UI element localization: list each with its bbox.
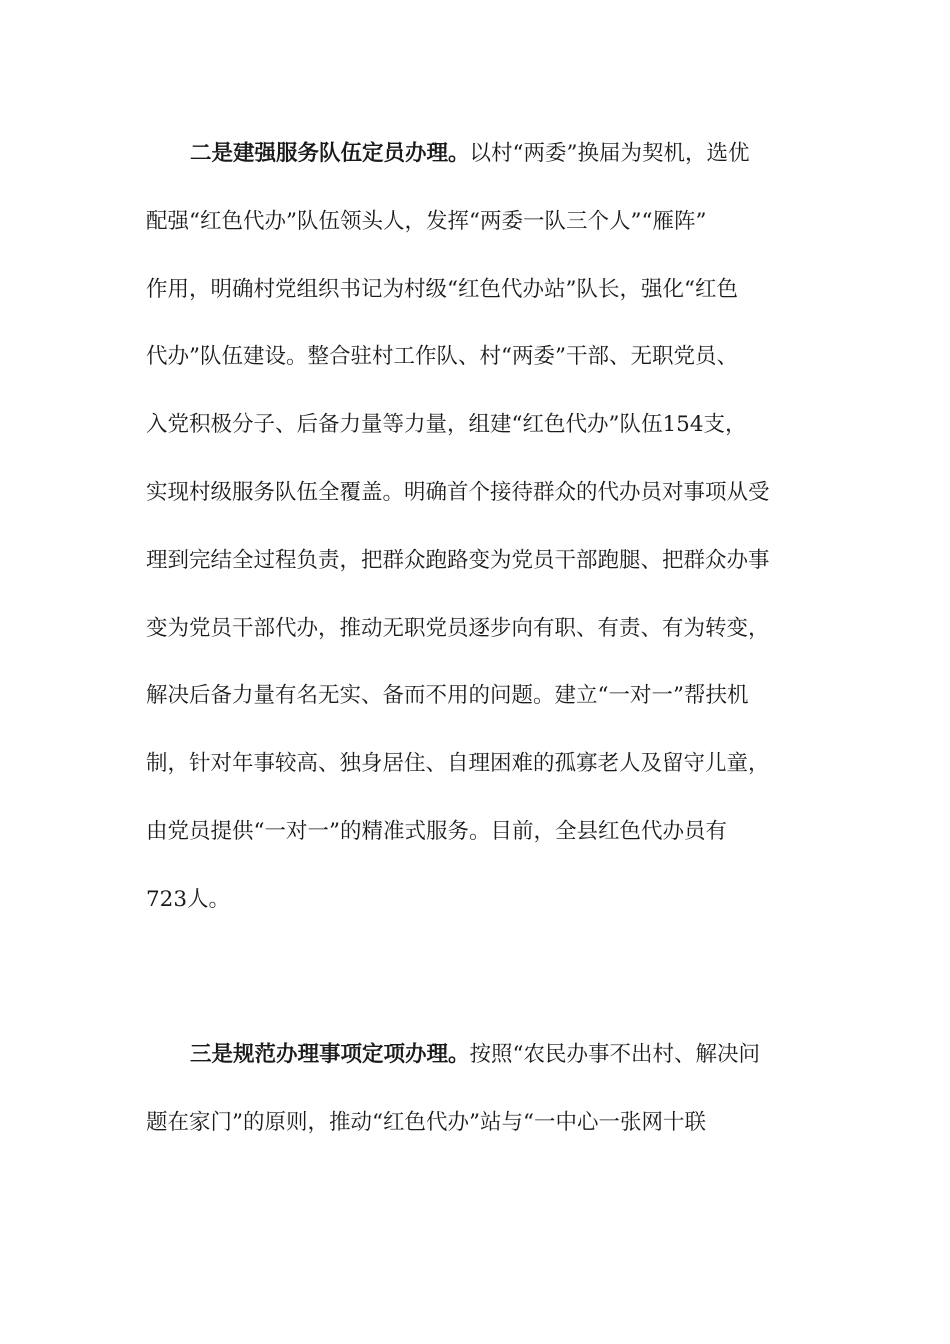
paragraph-line: 解决后备力量有名无实、备而不用的问题。建立“一对一”帮扶机	[146, 683, 749, 709]
paragraph-line: 以村“两委”换届为契机，选优	[469, 141, 750, 166]
paragraph-line: 723人。	[146, 886, 231, 912]
paragraph-line: 变为党员干部代办，推动无职党员逐步向有职、有责、有为转变，	[146, 615, 770, 641]
paragraph-line: 题在家门”的原则，推动“红色代办”站与“一中心一张网十联	[146, 1109, 706, 1135]
paragraph-line: 由党员提供“一对一”的精准式服务。目前，全县红色代办员有	[146, 818, 727, 844]
paragraph-line: 作用，明确村党组织书记为村级“红色代办站”队长，强化“红色	[146, 276, 738, 302]
paragraph-line: 制，针对年事较高、独身居住、自理困难的孤寡老人及留守儿童，	[146, 751, 770, 777]
paragraph-team-building	[146, 120, 794, 934]
paragraph-lead-heading: 三是规范办理事项定项办理。	[190, 1042, 470, 1067]
paragraph-line: 配强“红色代办”队伍领头人，发挥“两委一队三个人”“雁阵”	[146, 208, 707, 234]
paragraph-standardize-handling	[146, 1021, 794, 1157]
paragraph-first-line	[146, 1021, 794, 1089]
paragraph-line: 实现村级服务队伍全覆盖。明确首个接待群众的代办员对事项从受	[146, 479, 770, 505]
paragraph-line: 理到完结全过程负责，把群众跑路变为党员干部跑腿、把群众办事	[146, 547, 770, 573]
paragraph-line: 入党积极分子、后备力量等力量，组建“红色代办”队伍154支，	[146, 412, 747, 438]
paragraph-line: 代办”队伍建设。整合驻村工作队、村“两委”干部、无职党员、	[146, 344, 738, 370]
paragraph-first-line	[146, 120, 794, 188]
paragraph-lead-heading: 二是建强服务队伍定员办理。	[190, 141, 470, 166]
paragraph-line: 按照“农民办事不出村、解决问	[469, 1042, 761, 1067]
